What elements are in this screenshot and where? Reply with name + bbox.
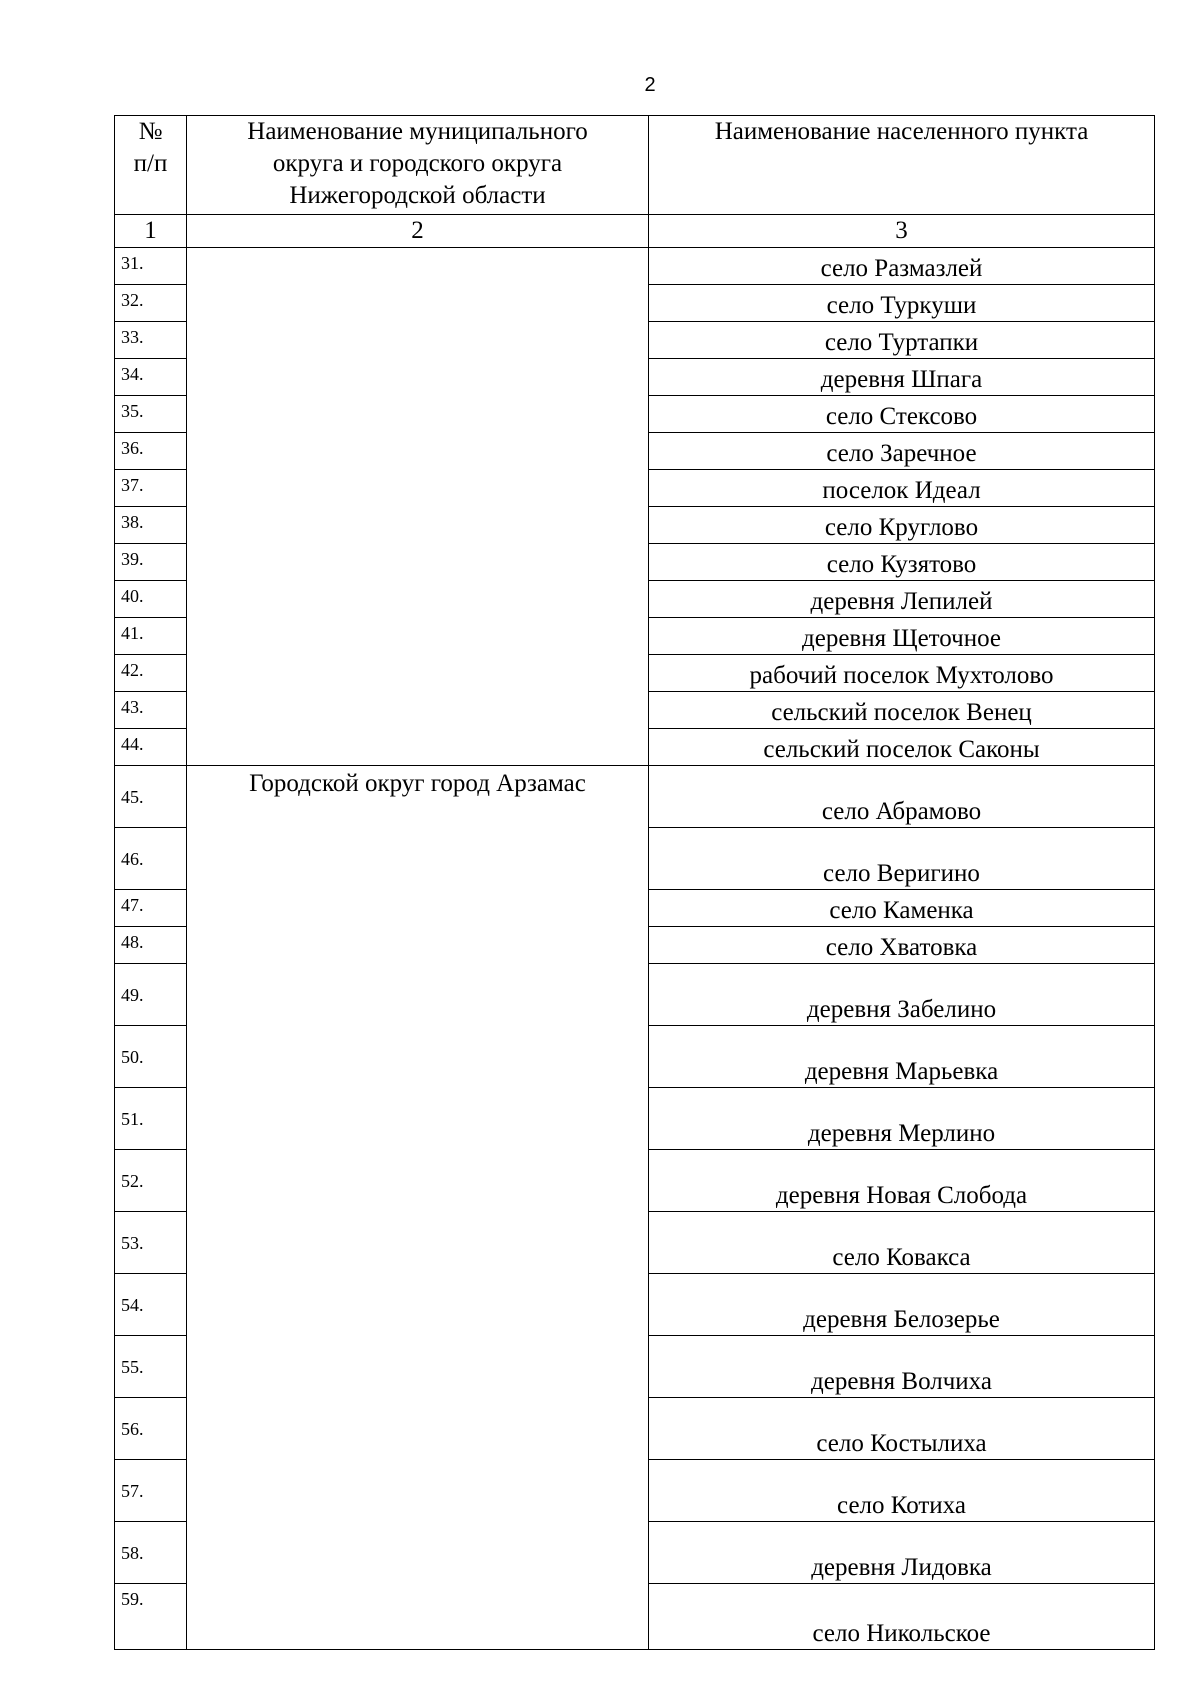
header-num	[115, 116, 187, 215]
page-number: 2	[644, 74, 656, 96]
row-number: 59.	[115, 1584, 187, 1650]
header-district-line: округа и городского округа	[272, 150, 563, 177]
row-number: 53.	[115, 1212, 187, 1274]
header-settlement: Наименование населенного пункта	[649, 116, 1155, 215]
settlement-name: село Туркуши	[649, 285, 1155, 322]
row-number: 43.	[115, 692, 187, 729]
row-number: 39.	[115, 544, 187, 581]
row-number: 40.	[115, 581, 187, 618]
settlement-name: село Костылиха	[649, 1398, 1155, 1460]
settlement-name: поселок Идеал	[649, 470, 1155, 507]
settlement-name: деревня Лепилей	[649, 581, 1155, 618]
settlement-name: сельский поселок Венец	[649, 692, 1155, 729]
header-district	[187, 116, 649, 215]
settlement-name: деревня Марьевка	[649, 1026, 1155, 1088]
settlement-name: село Кузятово	[649, 544, 1155, 581]
settlements-table	[114, 115, 1155, 1650]
district-cell-previous	[187, 248, 649, 766]
column-number: 2	[187, 215, 649, 248]
settlement-name: село Котиха	[649, 1460, 1155, 1522]
column-number-row	[115, 215, 1155, 248]
row-number: 41.	[115, 618, 187, 655]
row-number: 38.	[115, 507, 187, 544]
settlement-name: деревня Лидовка	[649, 1522, 1155, 1584]
settlement-name: деревня Забелино	[649, 964, 1155, 1026]
row-number: 44.	[115, 729, 187, 766]
row-number: 36.	[115, 433, 187, 470]
row-number: 57.	[115, 1460, 187, 1522]
settlement-name: деревня Новая Слобода	[649, 1150, 1155, 1212]
settlement-name: деревня Мерлино	[649, 1088, 1155, 1150]
row-number: 45.	[115, 766, 187, 828]
settlement-name: деревня Шпага	[649, 359, 1155, 396]
settlement-name: село Никольское	[649, 1584, 1155, 1650]
settlement-name: село Круглово	[649, 507, 1155, 544]
column-number: 3	[649, 215, 1155, 248]
row-number: 31.	[115, 248, 187, 285]
settlement-name: село Каменка	[649, 890, 1155, 927]
settlement-name: село Абрамово	[649, 766, 1155, 828]
table-row	[115, 248, 1155, 285]
row-number: 48.	[115, 927, 187, 964]
row-number: 52.	[115, 1150, 187, 1212]
row-number: 34.	[115, 359, 187, 396]
row-number: 42.	[115, 655, 187, 692]
row-number: 50.	[115, 1026, 187, 1088]
settlement-name: деревня Волчиха	[649, 1336, 1155, 1398]
table-header-row	[115, 116, 1155, 215]
row-number: 47.	[115, 890, 187, 927]
row-number: 54.	[115, 1274, 187, 1336]
settlement-name: село Хватовка	[649, 927, 1155, 964]
district-cell-arzamas: Городской округ город Арзамас	[187, 766, 649, 1650]
header-num-line: №	[138, 118, 163, 145]
settlement-name: сельский поселок Саконы	[649, 729, 1155, 766]
settlement-name: село Стексово	[649, 396, 1155, 433]
row-number: 32.	[115, 285, 187, 322]
column-number: 1	[115, 215, 187, 248]
header-district-line: Нижегородской области	[289, 182, 546, 209]
settlement-name: рабочий поселок Мухтолово	[649, 655, 1155, 692]
settlement-name: село Веригино	[649, 828, 1155, 890]
row-number: 58.	[115, 1522, 187, 1584]
settlement-name: село Заречное	[649, 433, 1155, 470]
settlement-name: село Туртапки	[649, 322, 1155, 359]
row-number: 56.	[115, 1398, 187, 1460]
row-number: 51.	[115, 1088, 187, 1150]
header-num-line: п/п	[133, 150, 168, 177]
row-number: 35.	[115, 396, 187, 433]
settlement-name: деревня Щеточное	[649, 618, 1155, 655]
settlement-name: деревня Белозерье	[649, 1274, 1155, 1336]
row-number: 37.	[115, 470, 187, 507]
row-number: 33.	[115, 322, 187, 359]
table-row	[115, 766, 1155, 828]
header-district-line: Наименование муниципального	[247, 118, 588, 145]
settlement-name: село Ковакса	[649, 1212, 1155, 1274]
row-number: 46.	[115, 828, 187, 890]
settlement-name: село Размазлей	[649, 248, 1155, 285]
row-number: 49.	[115, 964, 187, 1026]
row-number: 55.	[115, 1336, 187, 1398]
